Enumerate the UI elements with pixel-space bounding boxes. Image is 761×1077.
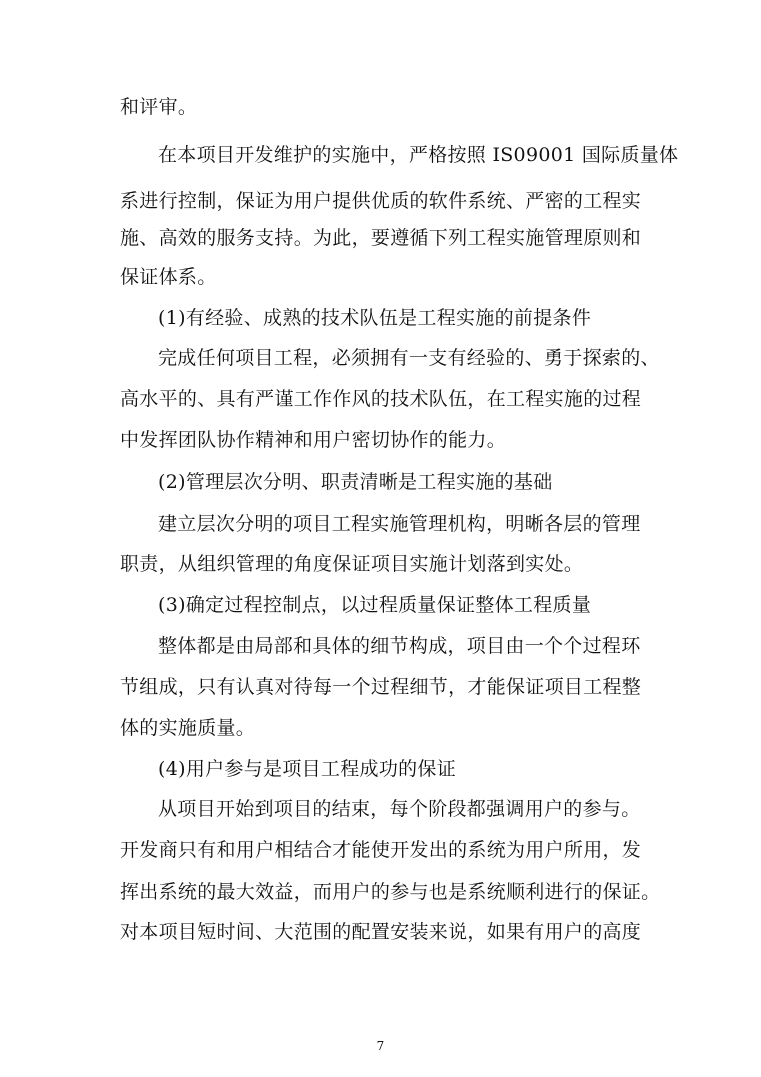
paragraph-text: 整体都是由局部和具体的细节构成，项目由一个个过程环 [158, 635, 641, 657]
paragraph-text: 完成任何项目工程，必须拥有一支有经验的、勇于探索的、 [158, 347, 660, 369]
paragraph-text: 建立层次分明的项目工程实施管理机构，明晰各层的管理 [158, 513, 641, 535]
text-line: 职责，从组织管理的角度保证项目实施计划落到实处。 [120, 553, 584, 575]
text-line: 系进行控制，保证为用户提供优质的软件系统、严密的工程实 [120, 190, 642, 212]
text-line: 施、高效的服务支持。为此，要遵循下列工程实施管理原则和 [120, 227, 642, 249]
text-line: 挥出系统的最大效益，而用户的参与也是系统顺利进行的保证。 [120, 881, 661, 903]
paragraph-text: 从项目开始到项目的结束，每个阶段都强调用户的参与。 [158, 798, 641, 820]
paragraph-text: 在本项目开发维护的实施中，严格按照 IS09001 国际质量体 [158, 144, 679, 166]
section-heading-4: (4)用户参与是项目工程成功的保证 [158, 758, 457, 780]
text-line: 保证体系。 [120, 266, 217, 288]
section-heading-3: (3)确定过程控制点，以过程质量保证整体工程质量 [158, 594, 592, 616]
text-line: 节组成，只有认真对待每一个过程细节，才能保证项目工程整 [120, 676, 642, 698]
text-line: 和评审。 [120, 96, 198, 118]
section-heading-2: (2)管理层次分明、职责清晰是工程实施的基础 [158, 471, 553, 493]
text-line: 体的实施质量。 [120, 717, 256, 739]
text-line: 对本项目短时间、大范围的配置安装来说，如果有用户的高度 [120, 921, 642, 943]
section-heading-1: (1)有经验、成熟的技术队伍是工程实施的前提条件 [158, 307, 592, 329]
page-number: 7 [376, 1039, 385, 1053]
text-line: 中发挥团队协作精神和用户密切协作的能力。 [120, 429, 507, 451]
text-line: 高水平的、具有严谨工作作风的技术队伍，在工程实施的过程 [120, 388, 642, 410]
text-line: 开发商只有和用户相结合才能使开发出的系统为用户所用，发 [120, 839, 642, 861]
